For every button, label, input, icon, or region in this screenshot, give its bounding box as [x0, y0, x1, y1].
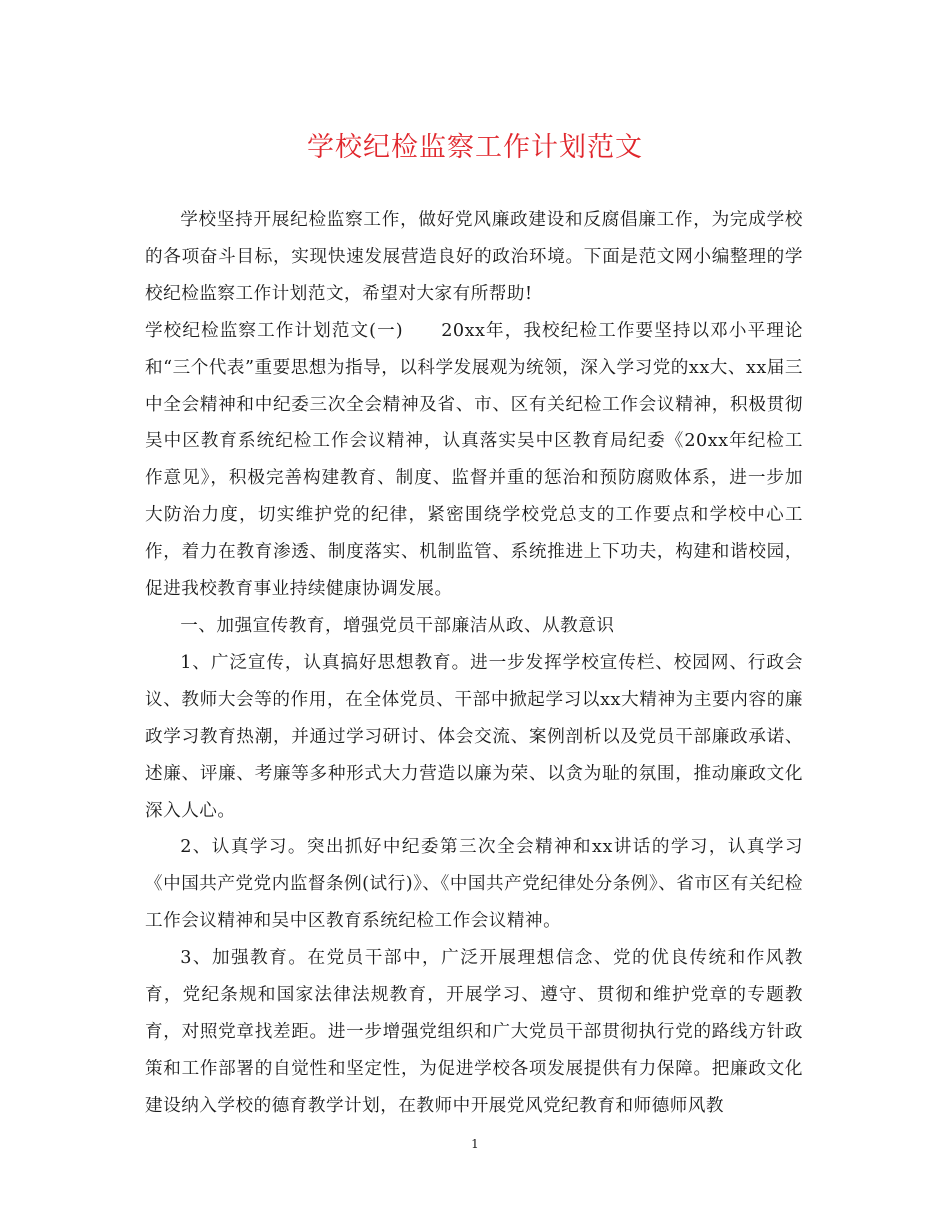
section-text: 20xx年，我校纪检工作要坚持以邓小平理论和“三个代表”重要思想为指导，以科学发展观为统领，深入学习党的xx大、xx届三中全会精神和中纪委三次全会精神及省、市、区有关纪检工作会议精神，积极贯彻吴中区教育系统纪检工作会议精神，认真落实吴中区教育局纪委《20xx年纪检工作意见》，积极完善构建教育、制度、监督并重的惩治和预防腐败体系，进一步加大防治力度，切实维护党的纪律，紧密围绕学校党总支的工作要点和学校中心工作，着力在教育渗透、制度落实、机制监管、系统推进上下功夫，构建和谐校园，促进我校教育事业持续健康协调发展。 [145, 320, 804, 600]
item-two-paragraph: 2、认真学习。突出抓好中纪委第三次全会精神和xx讲话的学习，认真学习《中国共产党党内监督条例(试行)》、《中国共产党纪律处分条例》、省市区有关纪检工作会议精神和吴中区教育系统纪检工作会议精神。 [145, 837, 803, 932]
heading-one: 一、加强宣传教育，增强党员干部廉洁从政、从教意识 [180, 615, 615, 636]
section-paragraph [145, 313, 803, 608]
document-body [145, 202, 803, 1125]
page-number: 1 [471, 1137, 479, 1151]
section-label: 学校纪检监察工作计划范文(一) [145, 320, 404, 341]
item-one-paragraph: 1、广泛宣传，认真搞好思想教育。进一步发挥学校宣传栏、校园网、行政会议、教师大会等的作用，在全体党员、干部中掀起学习以xx大精神为主要内容的廉政学习教育热潮，并通过学习研讨、体会交流、案例剖析以及党员干部廉政承诺、述廉、评廉、考廉等多种形式大力营造以廉为荣、以贪为耻的氛围，推动廉政文化深入人心。 [145, 652, 803, 821]
document-title: 学校纪检监察工作计划范文 [307, 132, 643, 163]
intro-paragraph: 学校坚持开展纪检监察工作，做好党风廉政建设和反腐倡廉工作，为完成学校的各项奋斗目标，实现快速发展营造良好的政治环境。下面是范文网小编整理的学校纪检监察工作计划范文，希望对大家有所帮助! [145, 210, 803, 304]
item-three-paragraph: 3、加强教育。在党员干部中，广泛开展理想信念、党的优良传统和作风教育，党纪条规和国家法律法规教育，开展学习、遵守、贯彻和维护党章的专题教育，对照党章找差距。进一步增强党组织和广大党员干部贯彻执行党的路线方针政策和工作部署的自觉性和坚定性，为促进学校各项发展提供有力保障。把廉政文化建设纳入学校的德育教学计划，在教师中开展党风党纪教育和师德师风教 [145, 948, 803, 1116]
